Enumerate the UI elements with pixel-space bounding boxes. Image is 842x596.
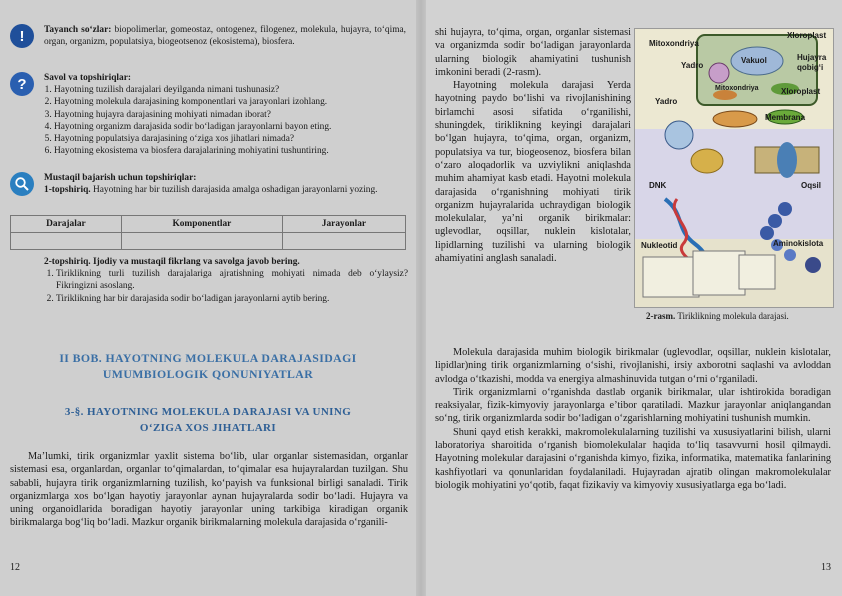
label-nucleus-2: Yadro — [655, 97, 678, 106]
question-item: 3. Hayotning hujayra darajasining mohiyati nimadan iborat? — [54, 109, 406, 121]
body-paragraph — [10, 450, 408, 530]
task2-item: 1. Tiriklikning turli tuzilish darajalariga ajratishning mohiyati nimada deb o‘ylaysiz? Fikringizni asoslang. — [56, 268, 408, 292]
task2-item: 2. Tiriklikning har bir darajasida sodir bo‘ladigan jarayonlarni aytib bering. — [56, 293, 408, 305]
chapter-title — [10, 350, 406, 382]
section-title-line1: 3-§. HAYOTNING MOLEKULA DARAJASI VA UNING — [64, 406, 352, 418]
exclamation-icon: ! — [10, 24, 34, 48]
chapter-title-line1: II BOB. HAYOTNING MOLEKULA DARAJASIDAGI — [59, 351, 357, 365]
table-cell — [121, 233, 282, 250]
task1-text: Hayotning har bir tuzilish darajasida amalga oshadigan jarayonlarni yozing. — [92, 185, 378, 196]
column-paragraph-1: shi hujayra, to‘qima, organ, organlar sistemasi va organizmda sodir bo‘ladigan jarayonlarda ularning biologik ahamiyatini tushunish imkonini beradi (2-rasm). — [435, 27, 631, 78]
label-vacuole: Vakuol — [741, 56, 767, 65]
column-paragraph-2: Hayotning molekula darajasi Yerda hayotning paydo bo‘lishi va rivojlanishining birlamchi asosi sifatida o‘rganilishi, shuningdek, tiriklikning keyingi darajalari bo‘lgan hujayra, to‘qima, organ, organizm, populatsiya va tur, biogeosenoz, biosfera bilan o‘zaro aloqadorlik va uzviylikni aniqlashda muhim ahamiyat kasb etadi. Hayotni molekula darajasida o‘rganishning mohiyati tirik organizm hujayralarida uchraydigan biologik molekulalar, ya’ni organik birikmalar: uglevodlar, oqsillar, nuklein kislotalar, lipidlarning tuzilishi va ularning biologik ahamiyatini anglash sanaladi. — [435, 80, 631, 265]
label-mitochondria-2: Mitoxondriya — [715, 85, 759, 92]
table-header: Darajalar — [11, 216, 122, 233]
section-title-line2: O‘ZIGA XOS JIHATLARI — [139, 422, 277, 434]
key-terms-block — [10, 24, 410, 48]
label-amino-acid: Aminokislota — [773, 239, 824, 248]
levels-table — [10, 215, 406, 250]
label-mitochondria: Mitoxondriya — [649, 39, 699, 48]
question-item: 5. Hayotning populatsiya darajasining o‘ziga xos jihatlari nimada? — [54, 133, 406, 145]
body-text: Ma’lumki, tirik organizmlar yaxlit sistema bo‘lib, ular organlar sistemasidan, organlar sistemasi esa, organlardan, organlar to‘qimalardan, to‘qimalar esa hujayralardan tuzilgan. Shu sababli, hujayra tirik organizmlarning tuzilish, ko‘payish va funksional birligi sanaladi. Tirik organizmlarga xos bo‘lgan hayotiy jarayonlar aynan hujayralarda sodir bo‘ladi. Hujayra va uning organoidlarida boradigan hayotiy jarayonlar uning tarkibiga kiradigan organik birikmalarga bog‘liq bo‘ladi. Mazkur organik birikmalarning molekula darajasida o‘rganili- — [10, 451, 408, 529]
question-mark-icon: ? — [10, 72, 34, 96]
book-gutter — [416, 0, 426, 596]
caption-label: 2-rasm. — [646, 311, 676, 321]
table-header: Jarayonlar — [282, 216, 405, 233]
questions-block — [10, 72, 410, 157]
paragraph-3: Molekula darajasida muhim biologik birikmalar (uglevodlar, oqsillar, nuklein kislotalar, lipidlar)ning tirik organizmlarning o‘sishi, rivojlanishi, irsiy axborotni saqlashi va avloddan avlodga o‘tkazishi, modda va energiya almashinuvida tutgan o‘rni o‘rganiladi. — [435, 347, 831, 385]
label-chloroplast-2: Xloroplast — [781, 87, 821, 96]
task2-title: 2-topshiriq. Ijodiy va mustaqil fikrlang va savolga javob bering. — [44, 257, 300, 267]
label-chloroplast-top: Xloroplast — [787, 31, 827, 40]
question-item: 6. Hayotning ekosistema va biosfera darajalarining mohiyatini tushuntiring. — [54, 145, 406, 157]
table-cell — [11, 233, 122, 250]
label-cell-wall: Hujayra — [797, 53, 827, 62]
table-header: Komponentlar — [121, 216, 282, 233]
label-dna: DNK — [649, 181, 667, 190]
section-title — [10, 404, 406, 436]
label-membrane: Membrana — [765, 113, 806, 122]
molecular-level-figure — [634, 28, 834, 308]
chapter-title-line2: UMUMBIOLOGIK QONUNIYATLAR — [102, 367, 314, 381]
question-item: 2. Hayotning molekula darajasining komponentlari va jarayonlari izohlang. — [54, 96, 406, 108]
right-full-text — [435, 346, 831, 492]
independent-tasks-block — [10, 172, 410, 196]
label-nucleotide: Nukleotid — [641, 241, 678, 250]
key-terms-label: Tayanch so‘zlar: — [44, 25, 112, 35]
question-item: 1. Hayotning tuzilish darajalari deyilganda nimani tushunasiz? — [54, 84, 406, 96]
task1-label: 1-topshiriq. — [44, 185, 91, 196]
table-cell — [282, 233, 405, 250]
task2-block — [44, 256, 408, 305]
magnifier-icon — [10, 172, 34, 196]
paragraph-5: Shuni qayd etish kerakki, makromolekulalarning tuzilishi va xususiyatlarini bilish, ularni laboratoriya sharoitida o‘rganish biomolekulalar haqida to‘liq tasavvurni hosil qilmaydi. Hayotning molekular darajasini o‘rganishda kimyo, fizika, informatika, matematika fanlarining kashfiyotlari va qonunlaridan foydalaniladi. Hujayradan ajratib olingan makromolekulalar biologik mohiyatini yo‘qotib, faqat fizikaviy va kimyoviy xususiyatlarga ega bo‘ladi. — [435, 426, 831, 491]
questions-title: Savol va topshiriqlar: — [44, 73, 131, 83]
page-number-right: 13 — [821, 562, 831, 573]
label-cell-wall-2: qobig‘i — [797, 63, 824, 72]
question-item: 4. Hayotning organizm darajasida sodir bo‘ladigan jarayonlarni bayon eting. — [54, 121, 406, 133]
independent-title: Mustaqil bajarish uchun topshiriqlar: — [44, 173, 197, 183]
caption-text: Tiriklikning molekula darajasi. — [677, 311, 789, 321]
label-nucleus: Yadro — [681, 61, 704, 70]
right-column-text — [435, 26, 631, 265]
page-number-left: 12 — [10, 562, 20, 573]
label-protein: Oqsil — [801, 181, 822, 190]
key-terms-text: biopolimerlar, gomeostaz, ontogenez, filogenez, molekula, hujayra, to‘qima, organ, organizm, populatsiya, biogeotsenoz (ekosistema), biosfera. — [44, 25, 406, 48]
paragraph-4: Tirik organizmlarni o‘rganishda dastlab organik birikmalar, ular ishtirokida boradigan reaksiyalar, fizik-kimyoviy jarayonlarga e’tibor qaratiladi. Mazkur jarayonlar aniqlangandan so‘ng, tirik organizmlarda sodir bo‘ladigan o‘zgarishlarning mohiyatini tushunish mumkin. — [435, 386, 831, 425]
figure-caption — [646, 311, 789, 321]
